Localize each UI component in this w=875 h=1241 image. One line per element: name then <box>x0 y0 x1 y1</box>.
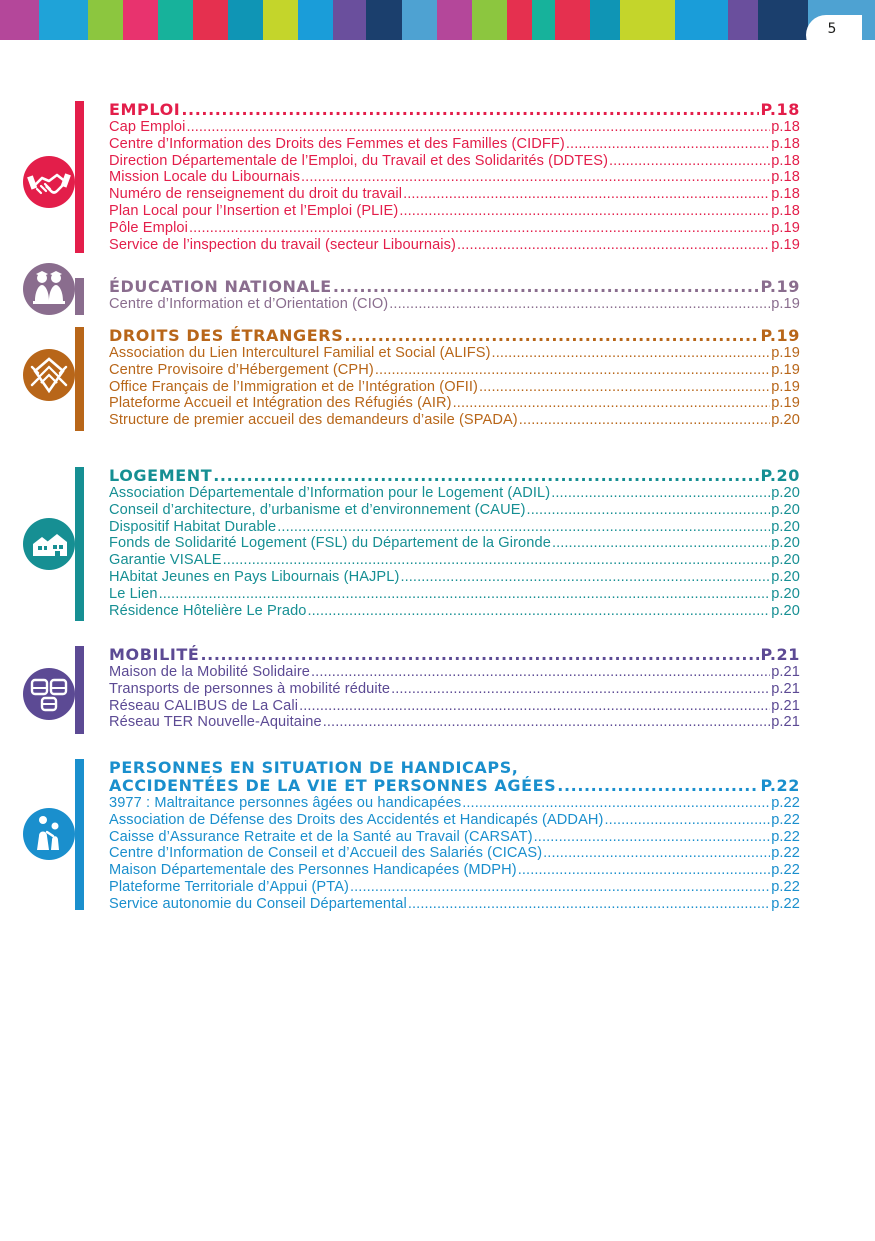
section-heading-label: MOBILITÉ <box>109 645 200 664</box>
graduates-icon <box>23 263 75 315</box>
section-heading[interactable] <box>109 646 800 664</box>
dot-leader <box>403 186 770 203</box>
section-entries <box>109 759 800 913</box>
dot-leader <box>299 698 770 715</box>
toc-entry-label: Transports de personnes à mobilité réduite <box>109 680 391 697</box>
toc-entry-label: Réseau CALIBUS de La Cali <box>109 697 299 714</box>
toc-entry-label: Centre d’Information des Droits des Femmes et des Familles (CIDFF) <box>109 135 565 152</box>
toc-entry-page: p.19 <box>771 395 800 412</box>
toc-entry[interactable] <box>109 681 800 698</box>
dot-leader <box>519 412 770 429</box>
color-band-segment <box>728 0 758 40</box>
toc-entry-label: Caisse d’Assurance Retraite et de la Santé au Travail (CARSAT) <box>109 828 533 845</box>
dot-leader <box>333 278 760 296</box>
toc-entry-label: Numéro de renseignement du droit du travail <box>109 186 403 203</box>
toc-entry-label: Réseau TER Nouvelle-Aquitaine <box>109 714 322 731</box>
toc-entry[interactable] <box>109 379 800 396</box>
color-band-segment <box>532 0 555 40</box>
toc-entry-page: p.18 <box>771 152 800 169</box>
toc-entry-page: p.19 <box>771 378 800 395</box>
toc-entry-page: p.19 <box>771 236 800 253</box>
toc-entry[interactable] <box>109 552 800 569</box>
color-band-segment <box>333 0 366 40</box>
joined-hands-icon <box>23 349 75 401</box>
section-mobilite <box>0 646 875 734</box>
page-number: 5 <box>827 21 837 37</box>
dot-leader <box>605 812 771 829</box>
dot-leader <box>181 101 759 119</box>
section-heading-label: EMPLOI <box>109 100 181 119</box>
color-band-segment <box>123 0 158 40</box>
toc-entry-label: Résidence Hôtelière Le Prado <box>109 602 307 619</box>
toc-entry-page: p.18 <box>771 119 800 135</box>
section-page-number: P.19 <box>760 326 800 345</box>
dot-leader <box>566 136 770 153</box>
dot-leader <box>492 345 771 362</box>
color-band-segment <box>402 0 437 40</box>
toc-entry-page: p.21 <box>771 714 800 731</box>
toc-entry-page: p.22 <box>771 845 800 862</box>
section-heading-label: DROITS DES ÉTRANGERS <box>109 326 344 345</box>
toc-entry-label: Service autonomie du Conseil Départemental <box>109 895 407 912</box>
dot-leader <box>223 552 771 569</box>
toc-entry-page: p.18 <box>771 135 800 152</box>
section-etrangers <box>0 327 875 431</box>
toc-entry-page: p.19 <box>771 219 800 236</box>
toc-entry-label: Pôle Emploi <box>109 219 188 236</box>
toc-entry-page: p.20 <box>771 568 800 585</box>
toc-entry-label: Association Départementale d’Information pour le Logement (ADIL) <box>109 485 551 501</box>
section-entries <box>109 101 800 253</box>
section-heading[interactable] <box>109 278 800 296</box>
dot-leader <box>277 519 770 536</box>
section-page-number: P.20 <box>760 466 800 485</box>
color-band-segment <box>366 0 402 40</box>
dot-leader <box>518 862 770 879</box>
section-color-bar <box>75 759 84 910</box>
color-band-segment <box>39 0 88 40</box>
toc-entry-label: Plan Local pour l’Insertion et l’Emploi (PLIE) <box>109 202 399 219</box>
toc-entry-page: p.18 <box>771 202 800 219</box>
dot-leader <box>159 586 771 603</box>
toc-entry[interactable] <box>109 519 800 536</box>
dot-leader <box>457 237 770 254</box>
toc-entry-page: p.22 <box>771 811 800 828</box>
toc-entry-page: p.18 <box>771 169 800 186</box>
section-heading-label: ACCIDENTÉES DE LA VIE ET PERSONNES AGÉES <box>109 776 557 795</box>
toc-entry-page: p.19 <box>771 296 800 312</box>
dot-leader <box>200 646 759 664</box>
toc-entry[interactable] <box>109 169 800 186</box>
dot-leader <box>213 467 759 485</box>
dot-leader <box>311 664 770 681</box>
toc-entry[interactable] <box>109 119 800 136</box>
dot-leader <box>375 362 770 379</box>
toc-entry[interactable] <box>109 220 800 237</box>
family-icon <box>23 808 75 860</box>
section-color-bar <box>75 467 84 621</box>
toc-entry[interactable] <box>109 569 800 586</box>
section-entries <box>109 278 800 313</box>
toc-entry[interactable] <box>109 296 800 313</box>
toc-entry-label: Fonds de Solidarité Logement (FSL) du Département de la Gironde <box>109 535 551 552</box>
dot-leader <box>186 119 770 136</box>
toc-entry[interactable] <box>109 345 800 362</box>
toc-entry-page: p.20 <box>771 535 800 552</box>
section-emploi <box>0 101 875 253</box>
section-logement <box>0 467 875 621</box>
section-color-bar <box>75 278 84 315</box>
dot-leader <box>389 296 770 313</box>
toc-entry-page: p.22 <box>771 828 800 845</box>
toc-entry-page: p.20 <box>771 412 800 429</box>
toc-entry[interactable] <box>109 812 800 829</box>
dot-leader <box>462 795 770 812</box>
section-heading-label: LOGEMENT <box>109 466 213 485</box>
toc-entry-page: p.21 <box>771 697 800 714</box>
color-band-segment <box>758 0 808 40</box>
section-heading[interactable] <box>109 101 800 119</box>
dot-leader <box>391 681 770 698</box>
dot-leader <box>534 829 771 846</box>
toc-entry-page: p.20 <box>771 501 800 518</box>
toc-entry[interactable] <box>109 845 800 862</box>
toc-entry[interactable] <box>109 829 800 846</box>
toc-entry-page: p.22 <box>771 895 800 912</box>
toc-entry-page: p.21 <box>771 664 800 680</box>
toc-entry-label: Cap Emploi <box>109 119 186 135</box>
toc-entry-page: p.19 <box>771 361 800 378</box>
dot-leader <box>527 502 771 519</box>
toc-entry-page: p.20 <box>771 518 800 535</box>
toc-entry-label: Mission Locale du Libournais <box>109 169 301 186</box>
toc-entry[interactable] <box>109 664 800 681</box>
toc-entry-page: p.20 <box>771 552 800 569</box>
toc-entry-page: p.22 <box>771 795 800 811</box>
toc-entry[interactable] <box>109 186 800 203</box>
dot-leader <box>408 896 770 913</box>
section-heading-label: ÉDUCATION NATIONALE <box>109 277 332 296</box>
toc-entry-label: Plateforme Territoriale d’Appui (PTA) <box>109 878 349 895</box>
color-band-segment <box>158 0 193 40</box>
section-heading-line: PERSONNES EN SITUATION DE HANDICAPS, <box>109 758 519 777</box>
toc-entry-label: HAbitat Jeunes en Pays Libournais (HAJPL) <box>109 568 400 585</box>
dot-leader <box>551 485 770 502</box>
toc-entry[interactable] <box>109 485 800 502</box>
toc-entry[interactable] <box>109 412 800 429</box>
section-color-bar <box>75 101 84 253</box>
dot-leader <box>344 327 759 345</box>
color-band-segment <box>472 0 507 40</box>
toc-entry[interactable] <box>109 535 800 552</box>
toc-entry-page: p.20 <box>771 585 800 602</box>
toc-entry[interactable] <box>109 714 800 731</box>
dot-leader <box>308 603 771 620</box>
toc-entry-label: Direction Départementale de l’Emploi, du Travail et des Solidarités (DDTES) <box>109 152 609 169</box>
dot-leader <box>350 879 770 896</box>
top-color-band <box>0 0 875 40</box>
toc-entry[interactable] <box>109 586 800 603</box>
dot-leader <box>552 535 770 552</box>
dot-leader <box>323 714 770 731</box>
section-education <box>0 278 875 315</box>
dot-leader <box>301 169 770 186</box>
toc-entry-page: p.19 <box>771 345 800 361</box>
toc-entry[interactable] <box>109 395 800 412</box>
color-band-segment <box>193 0 228 40</box>
section-page-number: P.19 <box>760 277 800 296</box>
toc-entry[interactable] <box>109 603 800 620</box>
toc-entry-label: Maison Départementale des Personnes Handicapées (MDPH) <box>109 862 517 879</box>
toc-entry-label: Service de l’inspection du travail (secteur Libournais) <box>109 236 456 253</box>
toc-entry-page: p.20 <box>771 602 800 619</box>
toc-entry[interactable] <box>109 203 800 220</box>
dot-leader <box>189 220 770 237</box>
toc-entry-label: Association du Lien Interculturel Familial et Social (ALIFS) <box>109 345 491 361</box>
section-heading[interactable] <box>109 777 800 795</box>
buses-icon <box>23 668 75 720</box>
section-page-number: P.22 <box>760 776 800 795</box>
houses-icon <box>23 518 75 570</box>
toc-entry[interactable] <box>109 879 800 896</box>
section-page-number: P.18 <box>760 100 800 119</box>
toc-entry-label: Conseil d’architecture, d’urbanisme et d’environnement (CAUE) <box>109 501 526 518</box>
dot-leader <box>609 153 770 170</box>
color-band-segment <box>437 0 472 40</box>
toc-entry[interactable] <box>109 862 800 879</box>
section-heading[interactable] <box>109 327 800 345</box>
section-color-bar <box>75 327 84 431</box>
toc-entry-page: p.20 <box>771 485 800 501</box>
toc-entry[interactable] <box>109 795 800 812</box>
toc-entry[interactable] <box>109 136 800 153</box>
toc-entry-label: Maison de la Mobilité Solidaire <box>109 664 311 680</box>
section-color-bar <box>75 646 84 734</box>
section-heading[interactable] <box>109 467 800 485</box>
toc-entry-label: Le Lien <box>109 585 158 602</box>
toc-entry[interactable] <box>109 698 800 715</box>
dot-leader <box>543 845 770 862</box>
toc-entry-page: p.22 <box>771 878 800 895</box>
color-band-segment <box>555 0 590 40</box>
toc-entry-label: Centre Provisoire d’Hébergement (CPH) <box>109 361 374 378</box>
section-entries <box>109 467 800 619</box>
toc-entry[interactable] <box>109 896 800 913</box>
color-band-segment <box>507 0 532 40</box>
toc-entry-label: Office Français de l’Immigration et de l’Intégration (OFII) <box>109 378 478 395</box>
dot-leader <box>400 569 770 586</box>
color-band-segment <box>0 0 39 40</box>
section-handicap <box>0 759 875 910</box>
color-band-segment <box>228 0 263 40</box>
color-band-segment <box>620 0 675 40</box>
toc-entry-label: Centre d’Information de Conseil et d’Accueil des Salariés (CICAS) <box>109 845 543 862</box>
toc-entry-label: 3977 : Maltraitance personnes âgées ou handicapées <box>109 795 462 811</box>
toc-entry-label: Structure de premier accueil des demandeurs d’asile (SPADA) <box>109 412 518 429</box>
dot-leader <box>479 379 770 396</box>
dot-leader <box>453 395 771 412</box>
toc-entry[interactable] <box>109 153 800 170</box>
toc-entry[interactable] <box>109 237 800 254</box>
toc-entry-label: Association de Défense des Droits des Accidentés et Handicapés (ADDAH) <box>109 811 604 828</box>
dot-leader <box>399 203 770 220</box>
toc-entry[interactable] <box>109 362 800 379</box>
color-band-segment <box>88 0 123 40</box>
handshake-icon <box>23 156 75 208</box>
color-band-segment <box>590 0 620 40</box>
toc-entry-label: Dispositif Habitat Durable <box>109 518 277 535</box>
toc-entry-page: p.18 <box>771 186 800 203</box>
color-band-segment <box>675 0 728 40</box>
toc-entry-page: p.22 <box>771 862 800 879</box>
toc-entry-label: Garantie VISALE <box>109 552 222 569</box>
toc-entry-page: p.21 <box>771 680 800 697</box>
dot-leader <box>557 777 759 795</box>
toc-entry-label: Plateforme Accueil et Intégration des Réfugiés (AIR) <box>109 395 452 412</box>
section-page-number: P.21 <box>760 645 800 664</box>
section-entries <box>109 327 800 429</box>
section-entries <box>109 646 800 731</box>
color-band-segment <box>263 0 298 40</box>
toc-entry-label: Centre d’Information et d’Orientation (CIO) <box>109 296 389 312</box>
toc-entry[interactable] <box>109 502 800 519</box>
color-band-segment <box>298 0 333 40</box>
